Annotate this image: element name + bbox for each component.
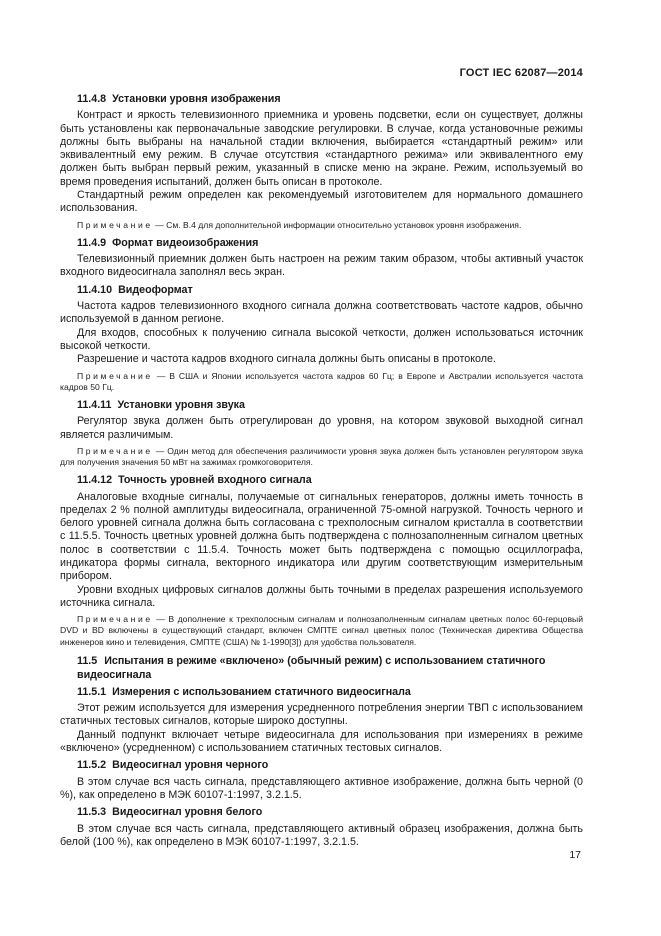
heading-title: Измерения с использованием статичного видеосигнала xyxy=(112,685,411,698)
heading-11-5-3 xyxy=(60,806,583,819)
heading-11-4-9 xyxy=(60,237,583,250)
note xyxy=(60,614,583,648)
note xyxy=(60,371,583,393)
paragraph: В этом случае вся часть сигнала, представляющего активный образец изображения, должна быть белой (100 %), как определено в МЭК 60107-1:1997, 3.2.1.5. xyxy=(60,822,583,848)
note-label: Примечание xyxy=(77,219,153,230)
note-text: — В дополнение к трехполосным сигналам и полнозаполненным сигналам цветных полос 60-герцовый DVD и BD включены в существующий стандарт, включен СМПТЕ сигнал цветных полос (Техническая директива Общества инженеров кино и телевидения, СМПТЕ (США) № 1-1990[3]) для удобства пользователя. xyxy=(60,614,583,647)
heading-title: Видеосигнал уровня белого xyxy=(112,806,263,819)
note xyxy=(60,220,583,231)
standard-header: ГОСТ IEC 62087—2014 xyxy=(459,67,583,79)
paragraph: Стандартный режим определен как рекомендуемый изготовителем для нормального домашнего использования. xyxy=(60,189,583,215)
paragraph: В этом случае вся часть сигнала, представляющего активное изображение, должна быть черной (0 %), как определено в МЭК 60107-1:1997, 3.2.1.5. xyxy=(60,775,583,801)
heading-11-5-1 xyxy=(60,686,583,699)
heading-title: Испытания в режиме «включено» (обычный режим) с использованием статичного видеосигнала xyxy=(77,654,546,682)
heading-number: 11.5.2 xyxy=(77,759,107,772)
heading-11-5-2 xyxy=(60,759,583,772)
heading-number: 11.4.10 xyxy=(77,283,113,296)
paragraph: Данный подпункт включает четыре видеосигнала для использования при измерениях в режиме «включено» (усредненном) с использованием статичных тестовых сигналов. xyxy=(60,728,583,755)
note-label: Примечание xyxy=(77,445,153,456)
heading-number: 11.5.1 xyxy=(77,685,107,698)
page-number: 17 xyxy=(569,849,581,861)
note xyxy=(60,446,583,468)
document-body xyxy=(60,93,583,849)
note-label: Примечание xyxy=(77,614,153,625)
paragraph: Этот режим используется для измерения усредненного потребления энергии ТВП с использованием статичных тестовых сигналов, которые широко доступны. xyxy=(60,702,583,728)
heading-11-4-11 xyxy=(60,399,583,412)
note-text: — Один метод для обеспечения различимости уровня звука должен быть установлен регулятором звука для получения значения 50 мВт на зажимах громкоговорителя. xyxy=(60,445,583,468)
paragraph: Аналоговые входные сигналы, получаемые от сигнальных генераторов, должны иметь точность в пределах 2 % полной амплитуды видеосигнала, ограниченной 75-омной нагрузкой. Точность черного и белого уровней сигнала должна быть согласована с трехполосным сигналом кристалла в соответствии с 11.5.5. Точность цветных уровней должна быть подтверждена с полнозаполненным сигналом цветных полос в соответствии с 11.5.4. Точность может быть подтверждена с помощью осциллографа, индикатора формы сигнала, векторного индикатора или другим соответствующим измерительным прибором. xyxy=(60,490,583,583)
paragraph: Для входов, способных к получению сигнала высокой четкости, должен использоваться источник высокой четкости. xyxy=(60,326,583,352)
note-text: — См. В.4 для дополнительной информации относительно установок уровня изображения. xyxy=(152,219,522,230)
heading-number: 11.4.11 xyxy=(77,398,112,411)
paragraph: Регулятор звука должен быть отрегулирован до уровня, на котором звуковой выходной сигнал является различимым. xyxy=(60,415,583,441)
heading-title: Видеоформат xyxy=(118,283,193,296)
paragraph: Разрешение и частота кадров входного сигнала должны быть описаны в протоколе. xyxy=(77,353,496,366)
note-text: — В США и Японии используется частота кадров 60 Гц; в Европе и Австралии используется частота кадров 50 Гц. xyxy=(60,370,583,392)
heading-number: 11.4.9 xyxy=(77,236,107,249)
paragraph: Телевизионный приемник должен быть настроен на режим таким образом, чтобы активный участок входного видеосигнала заполнял весь экран. xyxy=(60,253,583,279)
heading-11-5 xyxy=(60,654,583,683)
heading-title: Установки уровня звука xyxy=(117,398,245,411)
heading-number: 11.5.3 xyxy=(77,806,107,819)
heading-title: Точность уровней входного сигнала xyxy=(118,474,312,487)
paragraph: Контраст и яркость телевизионного приемника и уровень подсветки, если он существует, должны быть установлены как первоначальные заводские регулировки. В случае, когда установочные режимы должны быть выбраны на начальной стадии включения, выбирается «стандартный режим» или эквивалентный ему режим. В случае отсутствия «стандартного режима» или эквивалентного ему должен быть выбран первый режим, указанный в списке меню на экране. Режим, используемый во время проведения испытаний, должен быть описан в протоколе. xyxy=(60,109,583,188)
heading-number: 11.4.8 xyxy=(77,93,107,105)
paragraph: Частота кадров телевизионного входного сигнала должна соответствовать частоте кадров, обычно используемой в данном регионе. xyxy=(60,300,583,326)
paragraph: Уровни входных цифровых сигналов должны быть точными в пределах разрешения используемого источника сигнала. xyxy=(60,583,583,609)
heading-title: Установки уровня изображения xyxy=(112,93,281,105)
heading-11-4-8 xyxy=(60,93,583,106)
heading-number: 11.5 xyxy=(77,654,98,667)
heading-title: Формат видеоизображения xyxy=(112,236,259,249)
heading-11-4-12 xyxy=(60,474,583,487)
heading-title: Видеосигнал уровня черного xyxy=(112,759,269,772)
heading-number: 11.4.12 xyxy=(77,474,113,487)
note-label: Примечание xyxy=(77,370,153,381)
heading-11-4-10 xyxy=(60,284,583,297)
